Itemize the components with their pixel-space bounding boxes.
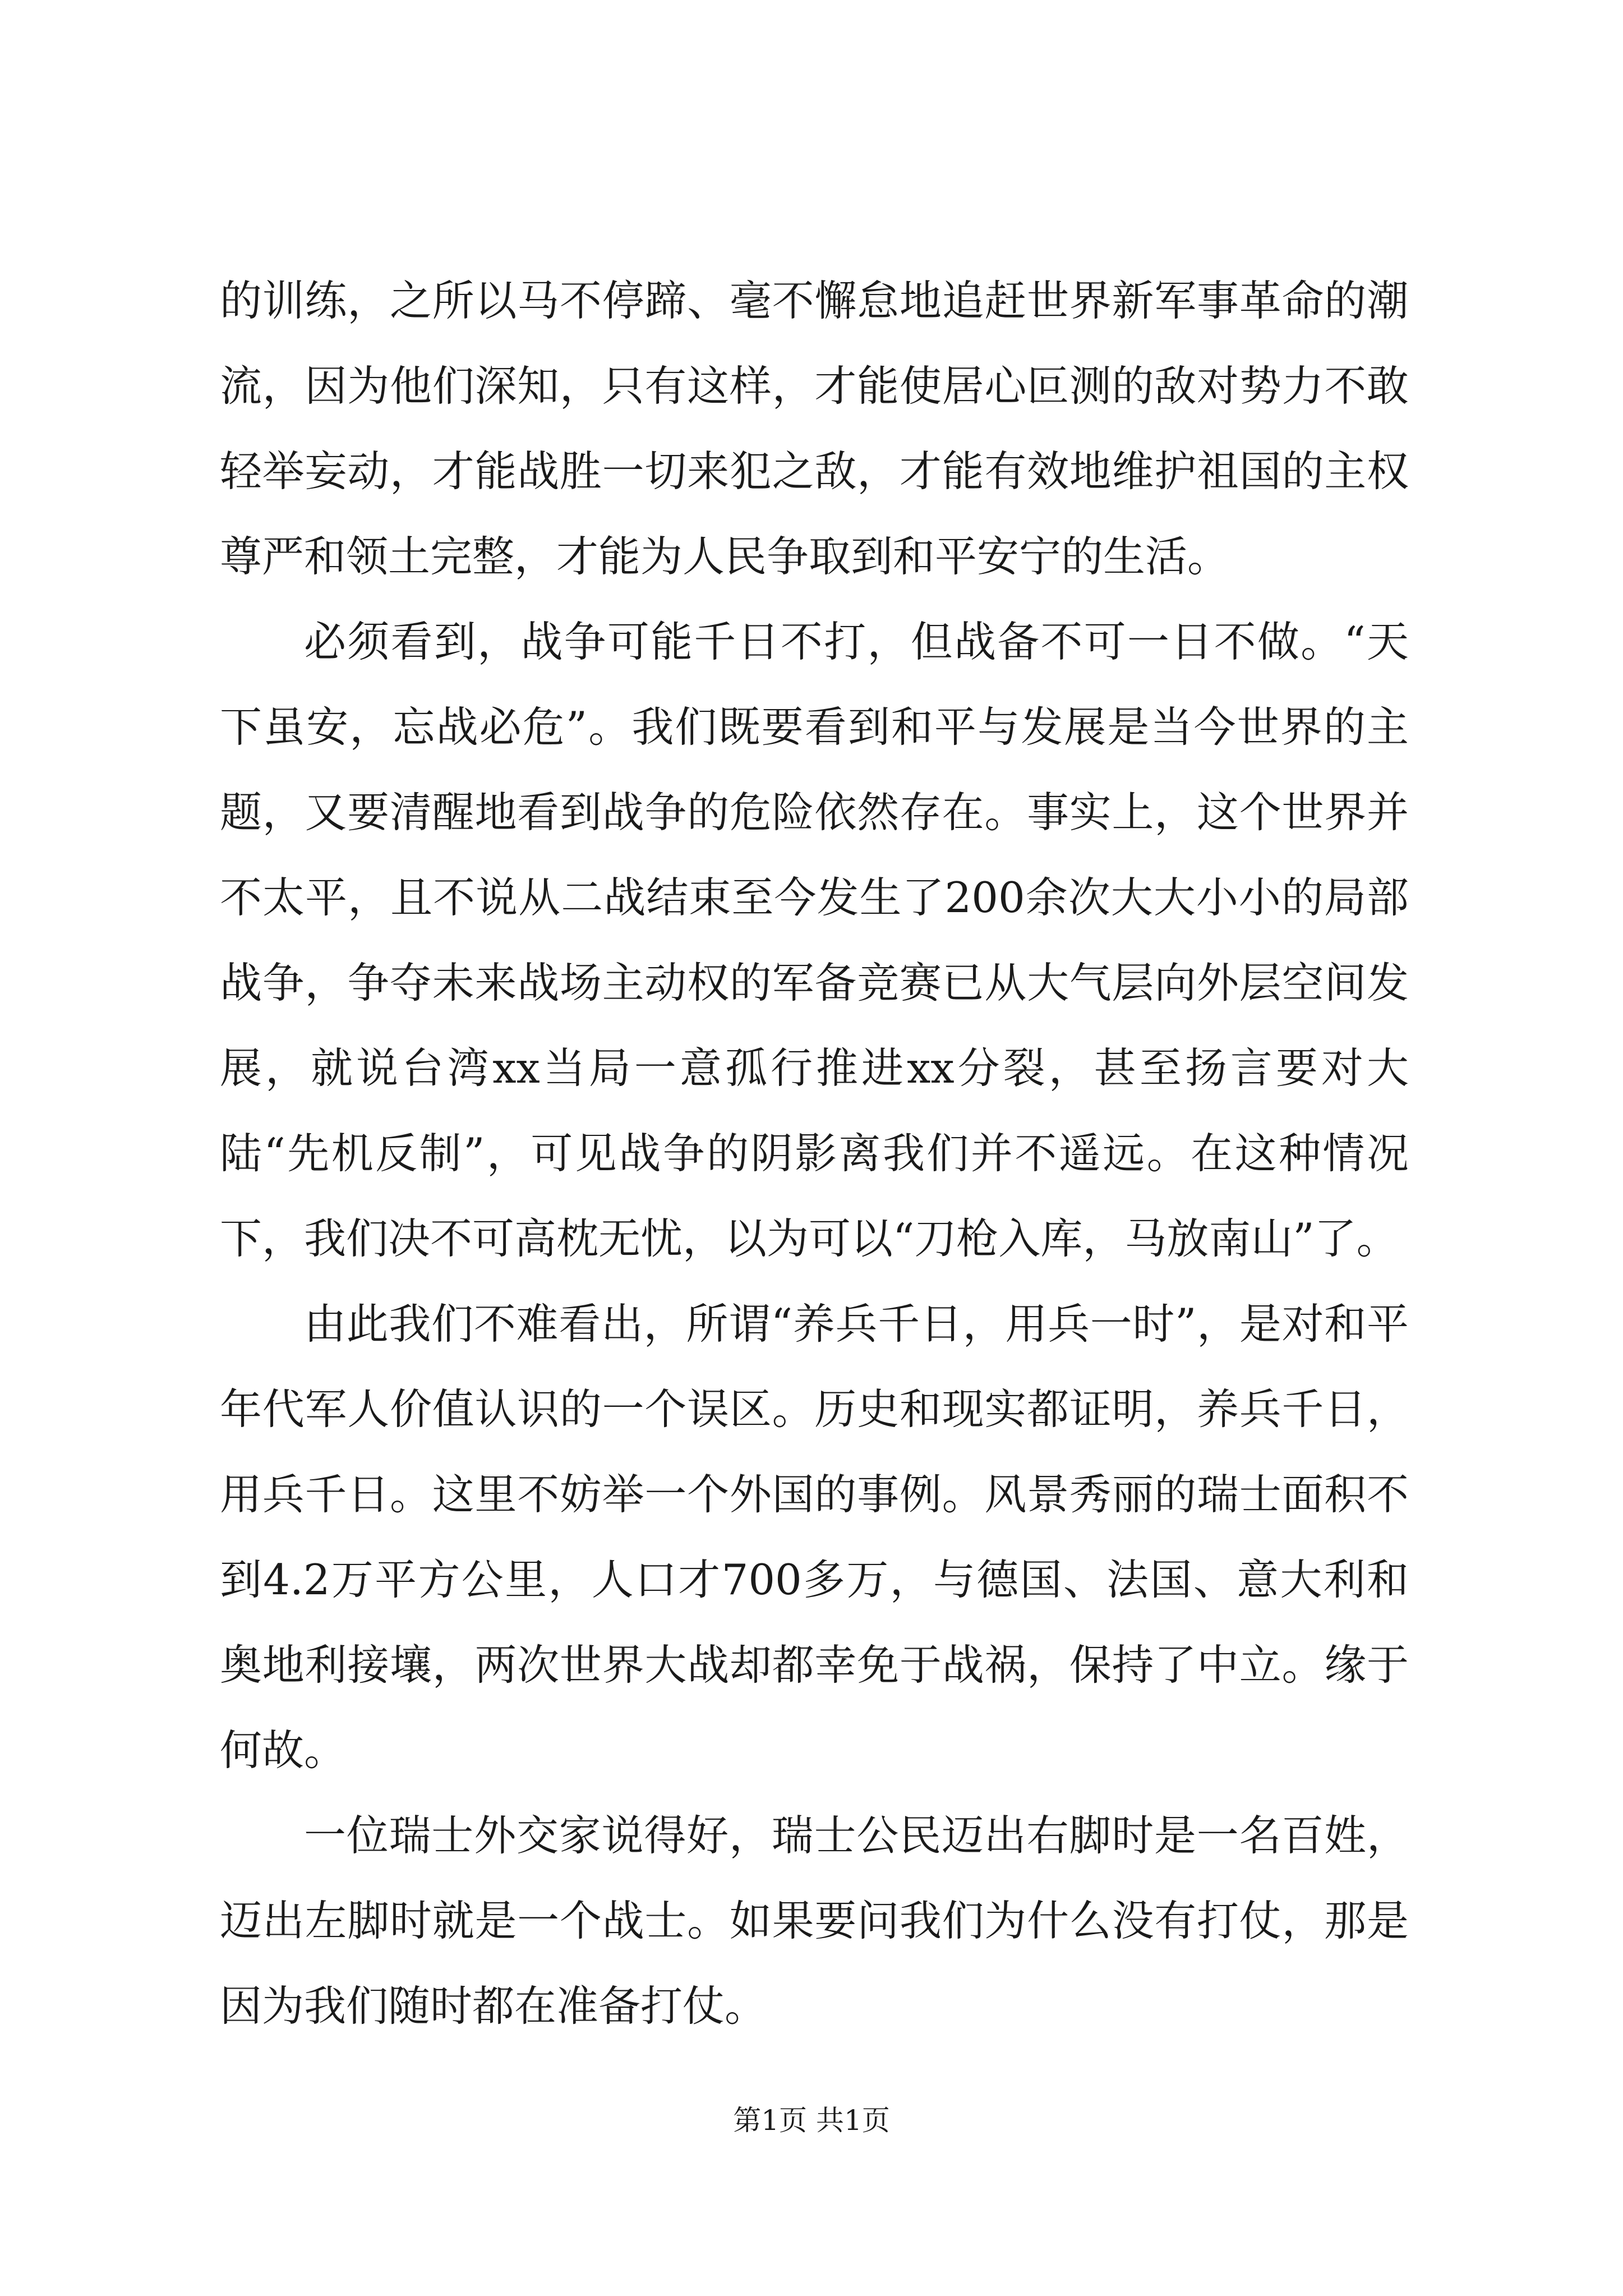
paragraph: 一位瑞士外交家说得好，瑞士公民迈出右脚时是一名百姓，迈出左脚时就是一个战士。如果要问我们为什么没有打仗，那是因为我们随时都在准备打仗。 [220, 1811, 1409, 2031]
paragraph: 由此我们不难看出，所谓“养兵千日，用兵一时”，是对和平年代军人价值认识的一个误区。历史和现实都证明，养兵千日，用兵千日。这里不妨举一个外国的事例。风景秀丽的瑞士面积不到4.2万平方公里，人口才700多万，与德国、法国、意大利和奥地利接壤，两次世界大战却都幸免于战祸，保持了中立。缘于何故。 [220, 1299, 1409, 1775]
document-body [220, 258, 1409, 2049]
paragraph: 必须看到，战争可能千日不打，但战备不可一日不做。“天下虽安，忘战必危”。我们既要看到和平与发展是当今世界的主题，又要清醒地看到战争的危险依然存在。事实上，这个世界并不太平，且不说从二战结束至今发生了200余次大大小小的局部战争，争夺未来战场主动权的军备竞赛已从大气层向外层空间发展，就说台湾xx当局一意孤行推进xx分裂，甚至扬言要对大陆“先机反制”，可见战争的阴影离我们并不遥远。在这种情况下，我们决不可高枕无忧，以为可以“刀枪入库，马放南山”了。 [220, 617, 1409, 1263]
paragraph-continuation: 的训练，之所以马不停蹄、毫不懈怠地追赶世界新军事革命的潮流，因为他们深知，只有这样，才能使居心叵测的敌对势力不敢轻举妄动，才能战胜一切来犯之敌，才能有效地维护祖国的主权尊严和领土完整，才能为人民争取到和平安宁的生活。 [220, 276, 1409, 581]
page-footer: 第1页 共1页 [733, 2104, 890, 2137]
